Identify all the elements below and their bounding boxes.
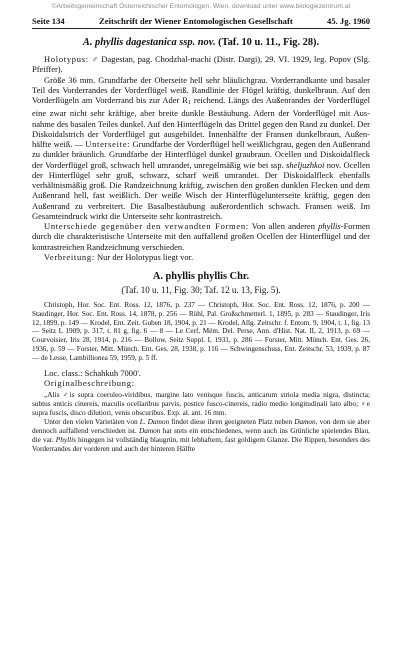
- journal-title: Zeitschrift der Wiener Entomologischen Gesellschaft: [99, 16, 293, 26]
- holotypus-text: ♂ Dagestan, pag. Chodzhal-machi (Distr. Dargi), 29. VI. 1929, leg. Popov (Slg. Pfeiffer).: [32, 54, 370, 75]
- page-header: [32, 16, 370, 29]
- dagestanica-description: [32, 54, 370, 262]
- original-description-heading: [32, 378, 370, 388]
- taxon-italic: Phyllis: [55, 434, 77, 444]
- references-paragraph: Christoph, Hor. Soc. Ent. Ross. 12, 1876, p. 237 — Christoph, Hor. Soc. Ent. Ross. 12, 1876, p. 200 — Staudinger, Hor. Soc. Ent. Ross. 14, 1878, p. 256 — Rühl, Pal. Großschmetterl. 1, 1895, p. 283 — Staudinger, Iris 12, 1899, p. 149 — Krodel, Ent. Zeit. Guben 18, 1904, p. 21 — Krodel, Allg. Zeitschr. f. Entom. 9, 1904, t. 1, fig. 13 — Seitz I, 1909, p. 317, t. 81 g, fig. 6 — 8 — Le Cerf, Mém. Del. Perse, Ann. d'Hist. Nat. II, 2, 1913, p. 69 — Courvoisier, Iris 28, 1914, p. 216 — Bollow, Seitz Suppl. I, 1931, p. 286 — Forster, Mitt. Münch. Ent. Ges. 26, 1936, p. 59 — Forster, Mitt. Münch. Ent. Ges. 28, 1938, p. 116 — Schwingenschuss, Ent. Zeitschr. 53, 1939, p. 87 — de Lesse, Lambillionea 59, 1959, p. 5 ff.: [32, 301, 370, 362]
- section-title-dagestanica: [32, 37, 370, 48]
- desc-part: Größe 36 mm. Grundfarbe der Oberseite hell sehr bläulichgrau. Vorderrandkante und basaler Teil des Vorderrandes der Vorderflügel weiß. Randlinie der Flügel kräftig, dunkelbraun. Auf den Vorderflügeln am Vorderrand bis zur Ader R: [32, 74, 370, 105]
- taxon-name: A. phyllis dagestanica ssp. nov.: [82, 37, 216, 48]
- desc-part: Unter den vielen Varietäten von: [44, 416, 140, 426]
- desc-part: hat stets ein entschiedenes, wenn auch ins Grünliche spielendes Blau, die var.: [32, 425, 370, 444]
- loc-class: [32, 368, 370, 378]
- desc-part: hingegen ist vollständig blaugrün, mit lebhaftem, fast goldigem Glanze. Die Rippen, besonders des Vorderrandes der vorderen und auch der hinteren Hälfte: [32, 434, 370, 453]
- unterseite-label: Unterseite:: [85, 139, 131, 149]
- desc-part: Von allen anderen: [248, 221, 319, 231]
- desc-part: Grundfarbe der Vorderflügel hell weißlichgrau, gegen den Außenrand zu dunkler bräunlich. Grundfarbe der Hinterflügel dunkel graubraun. Ocellen und Diskoidalfleck der Vorderflügel groß, schwach hell umrandet, unregelmäßig wie bei ssp.: [32, 139, 370, 170]
- section-title-phyllis: A. phyllis phyllis Chr.: [152, 271, 250, 282]
- holotypus-label: Holotypus:: [44, 54, 89, 64]
- references-block: [32, 301, 370, 363]
- subscript: 1: [187, 100, 191, 106]
- taxon-italic: Damon: [294, 416, 316, 426]
- copyright-watermark: ©Arbeitsgemeinschaft Österreichischer Entomologen, Wien, download unter www.biologiezentrum.at: [51, 3, 351, 10]
- volume-year: 45. Jg. 1960: [327, 16, 370, 26]
- verbreitung-text: Nur der Holotypus liegt vor.: [94, 251, 194, 262]
- desc-part: nov. Ocellen der Hinterflügel sehr groß, schwarz, scharf weiß umrandet. Der Diskoidalfleck ebenfalls verhältnismäßig groß. Die Randzeichnung kräftig, zwischen den großen dunklen Flecken und dem Außenrand hell, fast weißlich. Der weiße Wisch der Hinterflügelunterseite kräftig, gegen den Außenrand zu verbreitert. Die Basalbestäubung außerordentlich schwach. Fransen weiß. Im Gesamteindruck wirkt die Unterseite sehr kontrastreich.: [32, 159, 370, 221]
- latin-quote: „Alis ♂is supra coeruleo-viridibus, margine lato venisque fuscis, anticarum striola media nigra, distincta; subtus anticis cinereis, maculis ocellaribus parvis, postice fusco-cinereis, radio medio longitudinali lato albo; ♀e supra fuscis, disco dilutiori, venis obscuribus. Exp. al. ant. 16 mm.: [32, 390, 370, 417]
- taxon-italic: phyllis: [318, 221, 341, 231]
- holotypus-paragraph: [32, 54, 370, 75]
- loc-text: Schahkuh 7000'.: [82, 367, 141, 378]
- unterschiede-paragraph: [32, 221, 370, 252]
- verbreitung-label: Verbreitung:: [44, 251, 95, 262]
- plate-reference: (Taf. 10 u. 11., Fig. 28).: [215, 37, 320, 48]
- original-description: [32, 391, 370, 453]
- desc-part: , von dem sie aber dennoch auffallend verschieden ist.: [32, 416, 370, 435]
- taxon-italic: sheljuzhkoi: [286, 159, 325, 170]
- journal-page: [32, 16, 370, 453]
- phyllis-plate-reference: (Taf. 10 u. 11, Fig. 30; Taf. 12 u. 13, Fig. 5).: [121, 285, 281, 295]
- german-description: [32, 418, 370, 454]
- verbreitung-paragraph: [32, 252, 370, 262]
- taxon-italic: L. Damon: [139, 416, 170, 426]
- desc-part: findet diese ihren geeigneten Platz neben: [169, 416, 295, 426]
- page-number: Seite 134: [32, 16, 65, 26]
- unterschiede-label: Unterschiede gegenüber den verwandten Formen:: [44, 221, 249, 231]
- taxon-italic: Damon: [138, 425, 161, 435]
- loc-label: Loc. class.:: [44, 367, 83, 378]
- desc-part: -Formen durch die charakteristische Unterseite mit den auffallend großen Ocellen der Hinterflügel und der kontrastreichen Randzeichnung verschieden.: [32, 221, 371, 252]
- desc-part: reichend. Längs des Außenrandes der Vorderflügel eine zwar nicht sehr kräftige, aber breite dunkle Bestäubung. Adern der Vorderflügel mit Ausnahme des basalen Teiles dunkel. Auf den Hinterflügeln das Drittel gegen den Rand zu dunkel. Der Diskoidalstrich der Vorderflügel gut ausgebildet. Innenhälfte der Fransen dunkelbraun, Außenhälfte weiß. —: [32, 95, 370, 149]
- orig-label: Originalbeschreibung:: [44, 377, 135, 388]
- locality-block: [32, 368, 370, 389]
- description-paragraph: [32, 75, 370, 222]
